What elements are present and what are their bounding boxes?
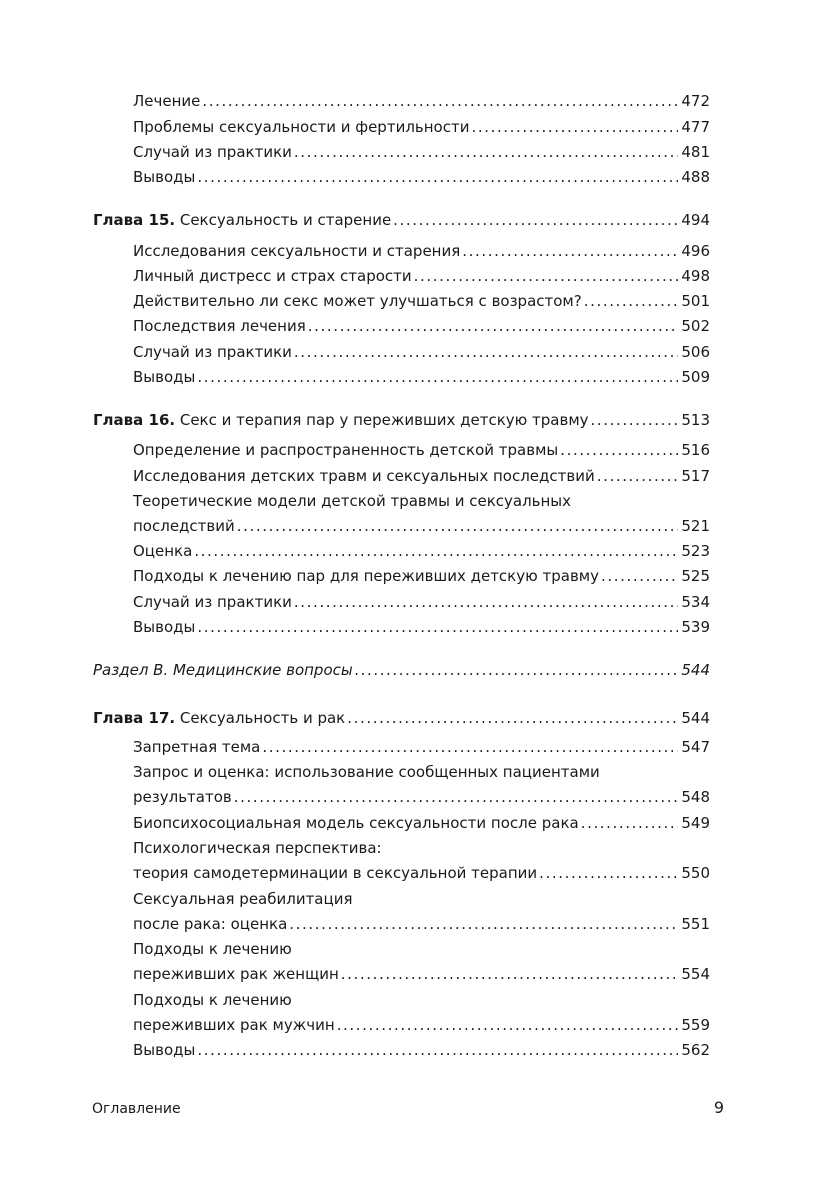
chapter-name: Сексуальность и рак [179, 709, 346, 727]
toc-entry-page: 506 [681, 343, 710, 361]
chapter-label: Глава 15. [93, 211, 176, 229]
toc-entry-page: 502 [681, 317, 710, 335]
toc-entry-line [133, 990, 710, 1010]
dot-leader [294, 142, 678, 162]
toc-entry-title: Последствия лечения [133, 317, 306, 335]
chapter-label: Глава 17. [93, 709, 176, 727]
toc-entry-title: Выводы [133, 1041, 196, 1059]
toc-entry-title: после рака: оценка [133, 915, 288, 933]
toc-part-title: Раздел В. Медицинские вопросы [93, 661, 353, 679]
dot-leader [581, 813, 678, 833]
toc-entry-page: 523 [681, 542, 710, 560]
dot-leader [294, 342, 678, 362]
toc-entry-title: Случай из практики [133, 343, 292, 361]
dot-leader [414, 266, 678, 286]
toc-entry-title: Выводы [133, 368, 196, 386]
toc-entry [133, 91, 710, 111]
toc-entry-page: 562 [681, 1041, 710, 1059]
dot-leader [197, 1040, 678, 1060]
toc-entry [133, 291, 710, 311]
toc-entry [133, 592, 710, 612]
toc-entry [133, 516, 710, 536]
dot-leader [262, 737, 678, 757]
toc-chapter-page: 513 [681, 411, 710, 429]
toc-chapter [93, 708, 710, 728]
toc-entry-title: Действительно ли секс может улучшаться с возрастом? [133, 292, 582, 310]
toc-entry-page: 472 [681, 92, 710, 110]
toc-entry [133, 440, 710, 460]
toc-entry-page: 551 [681, 915, 710, 933]
toc-entry [133, 737, 710, 757]
toc-entry [133, 316, 710, 336]
toc-entry-title-line1: Сексуальная реабилитация [133, 890, 353, 908]
toc-entry-title: переживших рак мужчин [133, 1016, 335, 1034]
dot-leader [560, 440, 678, 460]
toc-entry [133, 1015, 710, 1035]
toc-chapter-title [93, 410, 589, 430]
dot-leader [289, 914, 678, 934]
chapter-label: Глава 16. [93, 411, 176, 429]
toc-entry-page: 548 [681, 788, 710, 806]
toc-entry-page: 559 [681, 1016, 710, 1034]
dot-leader [237, 516, 678, 536]
dot-leader [234, 787, 678, 807]
toc-entry-title: Исследования детских травм и сексуальных последствий [133, 467, 595, 485]
dot-leader [462, 241, 678, 261]
toc-chapter-title [93, 708, 345, 728]
toc-entry [133, 813, 710, 833]
toc-entry-page: 554 [681, 965, 710, 983]
toc-entry [133, 117, 710, 137]
toc-entry-page: 550 [681, 864, 710, 882]
toc-entry [133, 342, 710, 362]
toc-entry-page: 509 [681, 368, 710, 386]
toc-entry-title: Случай из практики [133, 593, 292, 611]
toc-entry-page: 517 [681, 467, 710, 485]
dot-leader [355, 660, 678, 680]
dot-leader [197, 367, 678, 387]
toc-entry [133, 964, 710, 984]
toc-entry-line [133, 491, 710, 511]
toc-entry-page: 516 [681, 441, 710, 459]
toc-entry [133, 142, 710, 162]
toc-entry-title: Оценка [133, 542, 193, 560]
chapter-name: Сексуальность и старение [179, 211, 392, 229]
dot-leader [197, 617, 678, 637]
toc-entry [133, 367, 710, 387]
toc-entry-title-line1: Подходы к лечению [133, 991, 292, 1009]
toc-entry-title: теория самодетерминации в сексуальной терапии [133, 864, 538, 882]
toc-entry-title: Проблемы сексуальности и фертильности [133, 118, 470, 136]
toc-entry-line [133, 939, 710, 959]
toc-entry-page: 547 [681, 738, 710, 756]
toc-entry-title: последствий [133, 517, 235, 535]
toc-entry-title: Личный дистресс и страх старости [133, 267, 412, 285]
toc-entry-page: 496 [681, 242, 710, 260]
toc-entry-page: 521 [681, 517, 710, 535]
toc-entry-title: Выводы [133, 168, 196, 186]
toc-entry-page: 488 [681, 168, 710, 186]
dot-leader [341, 964, 678, 984]
toc-entry [133, 541, 710, 561]
dot-leader [308, 316, 678, 336]
dot-leader [194, 541, 678, 561]
toc-chapter [93, 410, 710, 430]
toc-part [93, 660, 710, 680]
dot-leader [584, 291, 678, 311]
toc-entry-page: 477 [681, 118, 710, 136]
dot-leader [197, 167, 678, 187]
toc-entry [133, 241, 710, 261]
toc-entry-page: 481 [681, 143, 710, 161]
toc-chapter-title [93, 210, 391, 230]
dot-leader [294, 592, 678, 612]
toc-entry [133, 914, 710, 934]
toc-entry-page: 549 [681, 814, 710, 832]
toc-entry-title: результатов [133, 788, 232, 806]
running-footer-section: Оглавление [92, 1101, 181, 1117]
dot-leader [393, 210, 678, 230]
toc-entry-title: Выводы [133, 618, 196, 636]
dot-leader [337, 1015, 678, 1035]
dot-leader [597, 466, 678, 486]
dot-leader [471, 117, 678, 137]
toc-entry [133, 266, 710, 286]
toc-entry-page: 525 [681, 567, 710, 585]
toc-entry-page: 534 [681, 593, 710, 611]
toc-entry-title: Биопсихосоциальная модель сексуальности после рака [133, 814, 579, 832]
toc-entry-title-line1: Теоретические модели детской травмы и сексуальных [133, 492, 572, 510]
toc-entry-title-line1: Подходы к лечению [133, 940, 292, 958]
toc-entry-page: 539 [681, 618, 710, 636]
toc-entry-line [133, 838, 710, 858]
toc-chapter [93, 210, 710, 230]
dot-leader [601, 566, 678, 586]
toc-chapter-page: 494 [681, 211, 710, 229]
dot-leader [591, 410, 678, 430]
toc-entry [133, 466, 710, 486]
toc-entry [133, 617, 710, 637]
toc-entry-title: переживших рак женщин [133, 965, 339, 983]
toc-entry [133, 1040, 710, 1060]
toc-entry [133, 566, 710, 586]
dot-leader [539, 863, 678, 883]
page-number: 9 [713, 1098, 724, 1117]
toc-entry-title: Лечение [133, 92, 201, 110]
toc-entry-title: Определение и распространенность детской травмы [133, 441, 559, 459]
toc-entry-title-line1: Запрос и оценка: использование сообщенных пациентами [133, 763, 600, 781]
toc-entry [133, 167, 710, 187]
toc-entry [133, 863, 710, 883]
toc-entry-title: Случай из практики [133, 143, 292, 161]
toc-chapter-page: 544 [681, 709, 710, 727]
chapter-name: Секс и терапия пар у переживших детскую травму [179, 411, 589, 429]
toc-entry-title: Исследования сексуальности и старения [133, 242, 461, 260]
toc-entry-title: Подходы к лечению пар для переживших детскую травму [133, 567, 599, 585]
toc-entry-line [133, 762, 710, 782]
dot-leader [202, 91, 678, 111]
dot-leader [347, 708, 678, 728]
toc-entry-title: Запретная тема [133, 738, 261, 756]
toc-entry-title-line1: Психологическая перспектива: [133, 839, 382, 857]
toc-entry [133, 787, 710, 807]
toc-entry-page: 498 [681, 267, 710, 285]
toc-entry-page: 501 [681, 292, 710, 310]
toc-entry-line [133, 889, 710, 909]
toc-part-page: 544 [681, 661, 710, 679]
